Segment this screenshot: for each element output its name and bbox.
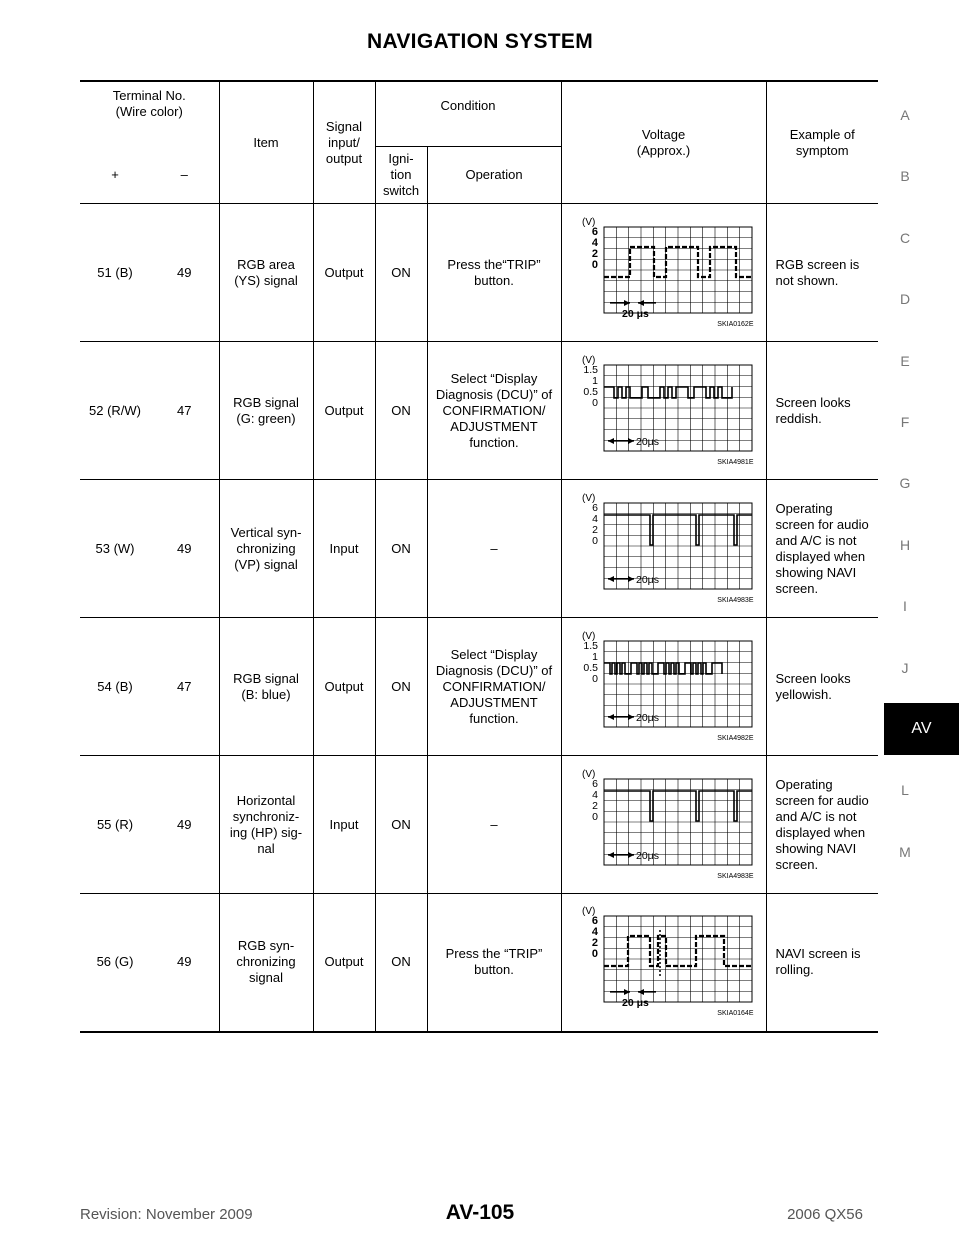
svg-text:4: 4 (591, 512, 598, 525)
section-tab-h: H (899, 536, 911, 553)
section-tab-d: D (899, 291, 911, 308)
signal-io: Output (313, 342, 375, 480)
header-condition: Condition (375, 81, 561, 147)
svg-text:(V): (V) (581, 630, 595, 642)
section-tab-a: A (900, 107, 910, 123)
terminal-minus: 47 (150, 342, 219, 480)
svg-text:6: 6 (591, 777, 598, 790)
ignition-state: ON (375, 618, 427, 756)
svg-text:(V): (V) (581, 216, 595, 228)
revision-text: Revision: November 2009 (80, 1206, 253, 1223)
item-name: RGB signal (B: blue) (219, 618, 313, 756)
terminal-plus: 53 (W) (95, 540, 135, 556)
operation-text: – (427, 756, 561, 894)
terminal-plus: 56 (G) (96, 954, 134, 970)
figure-code: SKIA0162E (717, 320, 754, 328)
figure-code: SKIA4982E (717, 734, 754, 742)
header-minus: – (150, 147, 219, 204)
symptom-text: NAVI screen is rolling. (775, 946, 861, 978)
waveform-figure (566, 347, 762, 475)
waveform-figure (566, 209, 762, 337)
voltage-waveform (561, 342, 766, 480)
symptom-text: RGB screen is not shown. (775, 256, 860, 288)
page-number: AV-105 (445, 1201, 515, 1224)
svg-text:0: 0 (591, 258, 598, 271)
svg-text:2: 2 (591, 247, 598, 260)
terminal-minus: 49 (150, 756, 219, 894)
section-tab-av: AV (884, 703, 959, 755)
operation-text: Select “Display Diagnosis (DCU)” of CONFIRMATION/ ADJUSTMENT function. (427, 618, 561, 756)
waveform-figure (566, 898, 762, 1026)
svg-text:0: 0 (591, 672, 598, 685)
svg-text:1: 1 (591, 374, 598, 387)
svg-text:6: 6 (591, 915, 598, 928)
svg-text:4: 4 (591, 926, 598, 939)
signal-io: Output (313, 894, 375, 1032)
svg-text:(V): (V) (581, 492, 595, 504)
svg-text:(V): (V) (581, 906, 595, 918)
header-terminal: Terminal No. (Wire color) (80, 81, 219, 147)
terminal-plus: 54 (B) (97, 678, 133, 694)
svg-text:20μs: 20μs (635, 711, 659, 724)
header-plus: + (111, 166, 119, 182)
header-operation: Operation (427, 147, 561, 204)
voltage-waveform (561, 480, 766, 618)
header-ignition: Igni- tion switch (375, 147, 427, 204)
operation-text: Select “Display Diagnosis (DCU)” of CONFIRMATION/ ADJUSTMENT function. (427, 342, 561, 480)
ignition-state: ON (375, 756, 427, 894)
svg-text:(V): (V) (581, 354, 595, 366)
header-voltage: Voltage (Approx.) (561, 81, 766, 204)
signal-io: Input (313, 480, 375, 618)
svg-text:0: 0 (591, 948, 598, 961)
figure-code: SKIA4983E (717, 596, 754, 604)
terminal-plus: 55 (R) (96, 816, 134, 832)
ignition-state: ON (375, 204, 427, 342)
table-row (80, 756, 878, 894)
model-text: 2006 QX56 (787, 1206, 863, 1223)
item-name: RGB syn- chronizing signal (219, 894, 313, 1032)
operation-text: Press the“TRIP” button. (427, 204, 561, 342)
section-tab-j: J (901, 659, 909, 676)
table-row (80, 204, 878, 342)
svg-text:4: 4 (591, 788, 598, 801)
table-row (80, 618, 878, 756)
section-tab-c: C (899, 229, 911, 246)
section-tab-m: M (899, 843, 911, 860)
item-name: Horizontal synchroniz- ing (HP) sig- nal (219, 756, 313, 894)
terminal-minus: 49 (150, 480, 219, 618)
waveform-figure (566, 485, 762, 613)
symptom-text: Screen looks yellowish. (775, 670, 851, 702)
section-tab-b: B (900, 168, 910, 185)
svg-text:0: 0 (591, 810, 598, 823)
svg-text:0: 0 (591, 534, 598, 547)
svg-text:1: 1 (591, 650, 598, 663)
terminal-minus: 49 (150, 894, 219, 1032)
operation-text: Press the “TRIP” button. (427, 894, 561, 1032)
header-item: Item (219, 81, 313, 204)
section-tab-g: G (899, 475, 911, 492)
voltage-waveform (561, 204, 766, 342)
waveform-figure (566, 761, 762, 889)
svg-text:2: 2 (591, 937, 598, 950)
voltage-waveform (561, 894, 766, 1032)
item-name: RGB area (YS) signal (219, 204, 313, 342)
symptom-text: Screen looks reddish. (775, 394, 851, 426)
svg-text:20 μs: 20 μs (621, 997, 649, 1010)
terminal-minus: 49 (150, 204, 219, 342)
table-row (80, 480, 878, 618)
svg-text:0.5: 0.5 (582, 385, 598, 398)
item-name: Vertical syn- chronizing (VP) signal (219, 480, 313, 618)
terminal-table (80, 80, 878, 1033)
signal-io: Input (313, 756, 375, 894)
section-tab-f: F (900, 414, 910, 430)
section-tab-e: E (900, 352, 910, 369)
svg-text:6: 6 (591, 225, 598, 238)
item-name: RGB signal (G: green) (219, 342, 313, 480)
section-tab-l: L (901, 782, 909, 799)
svg-text:0.5: 0.5 (582, 661, 598, 674)
terminal-minus: 47 (150, 618, 219, 756)
page-title: NAVIGATION SYSTEM (367, 30, 593, 53)
terminal-plus: 51 (B) (97, 264, 133, 280)
svg-text:1.5: 1.5 (582, 363, 598, 376)
header-symptom: Example of symptom (789, 126, 855, 158)
svg-text:20μs: 20μs (635, 849, 659, 862)
svg-text:(V): (V) (581, 768, 595, 780)
svg-text:20 μs: 20 μs (621, 307, 649, 320)
table-row (80, 894, 878, 1032)
svg-text:0: 0 (591, 396, 598, 409)
figure-code: SKIA0164E (717, 1010, 754, 1018)
svg-text:20μs: 20μs (635, 435, 659, 448)
svg-text:2: 2 (591, 799, 598, 812)
svg-text:6: 6 (591, 501, 598, 514)
signal-io: Output (313, 204, 375, 342)
ignition-state: ON (375, 480, 427, 618)
symptom-text: Operating screen for audio and A/C is not displayed when showing NAVI screen. (775, 776, 869, 872)
svg-text:20μs: 20μs (635, 573, 659, 586)
svg-text:2: 2 (591, 523, 598, 536)
header-signal: Signal input/ output (313, 81, 375, 204)
voltage-waveform (561, 756, 766, 894)
waveform-figure (566, 623, 762, 751)
ignition-state: ON (375, 894, 427, 1032)
signal-io: Output (313, 618, 375, 756)
svg-text:4: 4 (591, 236, 598, 249)
section-tab-i: I (903, 598, 907, 615)
ignition-state: ON (375, 342, 427, 480)
svg-text:1.5: 1.5 (582, 639, 598, 652)
voltage-waveform (561, 618, 766, 756)
table-row (80, 342, 878, 480)
terminal-plus: 52 (R/W) (89, 402, 141, 418)
operation-text: – (427, 480, 561, 618)
symptom-text: Operating screen for audio and A/C is not displayed when showing NAVI screen. (775, 500, 869, 596)
figure-code: SKIA4983E (717, 872, 754, 880)
figure-code: SKIA4981E (717, 458, 754, 466)
